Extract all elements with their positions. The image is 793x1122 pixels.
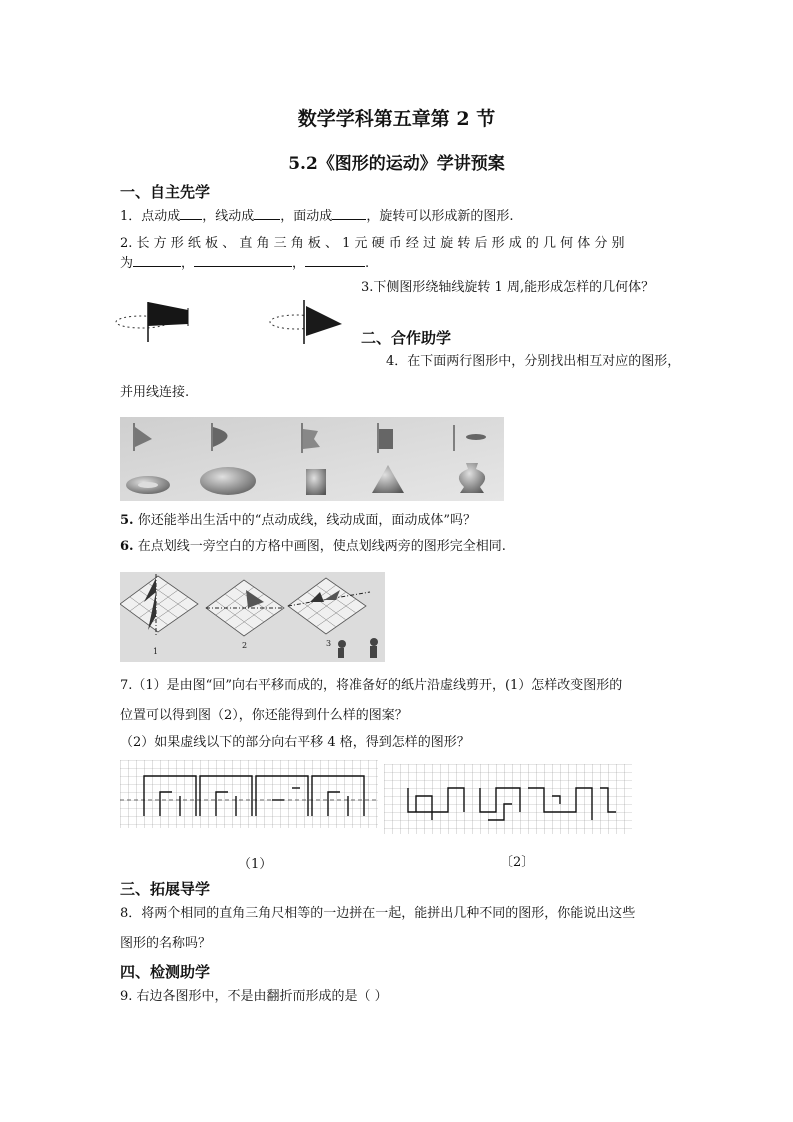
q1-part4: ，旋转可以形成新的图形. <box>366 209 514 224</box>
caption-1: （1） <box>238 857 273 872</box>
fig-label-1: 1 <box>153 647 159 656</box>
q2-end: . <box>365 256 370 271</box>
q1-part3: ，面动成 <box>280 209 333 224</box>
fig-label-3: 3 <box>326 639 332 648</box>
caption-2: 〔2〕 <box>500 855 535 870</box>
section1-heading: 一、自主先学 <box>120 183 211 201</box>
question-7-line3: （2）如果虚线以下的部分向右平移 4 格，得到怎样的图形？ <box>120 735 470 750</box>
matching-figures-photo <box>120 417 504 501</box>
question-1 <box>120 207 513 227</box>
question-4-line2: 并用线连接. <box>120 385 190 400</box>
q1-blank1[interactable] <box>180 207 202 220</box>
question-7-line2: 位置可以得到图（2），你还能得到什么样的图案？ <box>120 708 408 723</box>
question-2 <box>120 234 673 254</box>
q2-sep1: ， <box>181 256 195 271</box>
q5-num: 5. <box>120 513 134 528</box>
question-6 <box>120 537 506 557</box>
question-9: 9. 右边各图形中，不是由翻折而形成的是（ ） <box>120 989 388 1004</box>
rotation-figure-triangle <box>270 300 342 344</box>
q6-text: 在点划线一旁空白的方格中画图，使点划线两旁的图形完全相同. <box>133 539 506 554</box>
pattern-grid-2 <box>384 764 632 834</box>
page-title: 数学学科第五章第 2 节 <box>297 108 496 130</box>
q2-prefix: 为 <box>120 256 134 271</box>
q6-num: 6. <box>120 539 134 554</box>
section3-heading: 三、拓展导学 <box>120 880 211 898</box>
question-5 <box>120 511 476 531</box>
q2-sep2: ， <box>292 256 306 271</box>
rotation-figure-trapezoid <box>116 302 188 342</box>
q1-blank2[interactable] <box>254 207 280 220</box>
question-2-line2 <box>120 254 369 274</box>
pattern-grid-1 <box>120 760 378 828</box>
page-subtitle: 5.2《图形的运动》学讲预案 <box>288 154 505 174</box>
q5-text: 你还能举出生活中的“点动成线，线动成面，面动成体”吗？ <box>133 513 477 528</box>
symmetry-grid-figure <box>120 572 385 662</box>
question-7-line1: 7.（1）是由图“回”向右平移而成的，将准备好的纸片沿虚线剪开，(1）怎样改变图形的 <box>120 678 623 693</box>
q2-blank3[interactable] <box>305 254 365 267</box>
section4-heading: 四、检测助学 <box>120 963 211 981</box>
question-8-line1: 8．将两个相同的直角三角尺相等的一边拼在一起，能拼出几种不同的图形，你能说出这些 <box>120 906 636 921</box>
question-4-line1: 4．在下面两行图形中，分别找出相互对应的图形， <box>386 354 681 369</box>
q2-blank2[interactable] <box>194 254 292 267</box>
q1-part1: 1．点动成 <box>120 209 181 224</box>
q2-line1: 2. 长 方 形 纸 板 、 直 角 三 角 板 、 1 元 硬 币 经 过 旋 转 后 形 成 的 几 何 体 分 别 <box>120 236 625 251</box>
q1-blank3[interactable] <box>332 207 366 220</box>
section2-heading: 二、合作助学 <box>361 329 452 347</box>
q1-part2: ，线动成 <box>202 209 255 224</box>
question-3: 3.下侧图形绕轴线旋转 1 周,能形成怎样的几何体？ <box>361 280 655 295</box>
fig-label-2: 2 <box>242 641 248 650</box>
q2-blank1[interactable] <box>133 254 181 267</box>
question-8-line2: 图形的名称吗？ <box>120 936 212 951</box>
rotation-figures <box>110 296 350 346</box>
